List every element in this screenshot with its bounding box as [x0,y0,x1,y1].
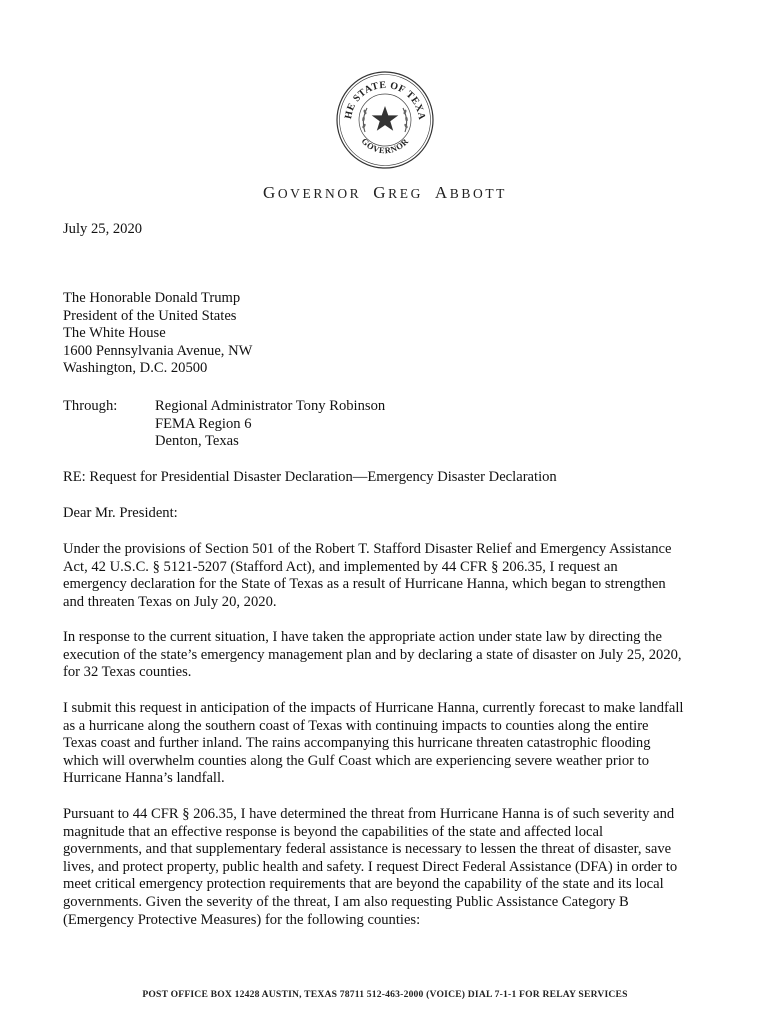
star-icon [372,106,399,131]
through-line: FEMA Region 6 [155,415,252,432]
state-seal [335,70,435,170]
letterhead-word: GREG [373,183,423,202]
state-seal-graphic [335,70,435,170]
svg-text:THE STATE OF TEXAS [335,70,427,121]
svg-text:GOVERNOR [360,136,411,156]
through-line: Denton, Texas [155,433,239,450]
through-line: Regional Administrator Tony Robinson [155,398,386,414]
body-paragraph: Pursuant to 44 CFR § 206.35, I have determined the threat from Hurricane Hanna is of such severity and magnitude that an effective response is beyond the capabilities of the state and affected local governments, and that supplementary federal assistance is necessary to lessen the threat of disaster, save lives, and protect property, public health and safety. I request Direct Federal Assistance (DFA) in order to meet critical emergency protection requirements that are beyond the capability of the state and its local governments. Given the severity of the threat, I am also requesting Public Assistance Category B (Emergency Protective Measures) for the following counties: [63,806,678,928]
seal-text-bottom: GOVERNOR [359,135,411,156]
addressee-line: 1600 Pennsylvania Avenue, NW [63,342,253,359]
letterhead-word: GOVERNOR [262,183,362,202]
addressee-line: The Honorable Donald Trump [63,290,241,306]
body-paragraph: Under the provisions of Section 501 of the Robert T. Stafford Disaster Relief and Emergency Assistance Act, 42 U.S.C. § 5121-5207 (Stafford Act), and implemented by 44 CFR § 206.35, I request an emergency declaration for the State of Texas as a result of Hurricane Hanna, which began to strengthen and threaten Texas on July 20, 2020. [63,541,672,610]
addressee-block [63,290,723,378]
salutation: Dear Mr. President: [63,505,178,521]
seal-text-top: HE STATE OF TEXA [343,79,428,121]
through-label: Through: [63,398,118,414]
addressee-line: Washington, D.C. 20500 [63,360,208,377]
body-paragraph: In response to the current situation, I have taken the appropriate action under state law by directing the execution of the state’s emergency management plan and by declaring a state of disaster on July 25, 2020, for 32 Texas counties. [63,629,682,681]
addressee-line: President of the United States [63,307,237,324]
letter-date: July 25, 2020 [63,221,143,237]
addressee-line: The White House [63,325,166,342]
letterhead-word: ABBOTT [434,183,508,202]
subject-line: RE: Request for Presidential Disaster Declaration—Emergency Disaster Declaration [63,469,557,485]
page-footer: POST OFFICE BOX 12428 AUSTIN, TEXAS 78711 512-463-2000 (VOICE) DIAL 7-1-1 FOR RELAY SERVICES [142,989,628,1000]
letterhead-name [0,183,770,203]
body-paragraph: I submit this request in anticipation of the impacts of Hurricane Hanna, currently forecast to make landfall as a hurricane along the southern coast of Texas with continuing impacts to counties along the entire Texas coast and further inland. The rains accompanying this hurricane threaten catastrophic flooding which will overwhelm counties along the Gulf Coast which are experiencing severe weather prior to Hurricane Hanna’s landfall. [63,700,684,787]
